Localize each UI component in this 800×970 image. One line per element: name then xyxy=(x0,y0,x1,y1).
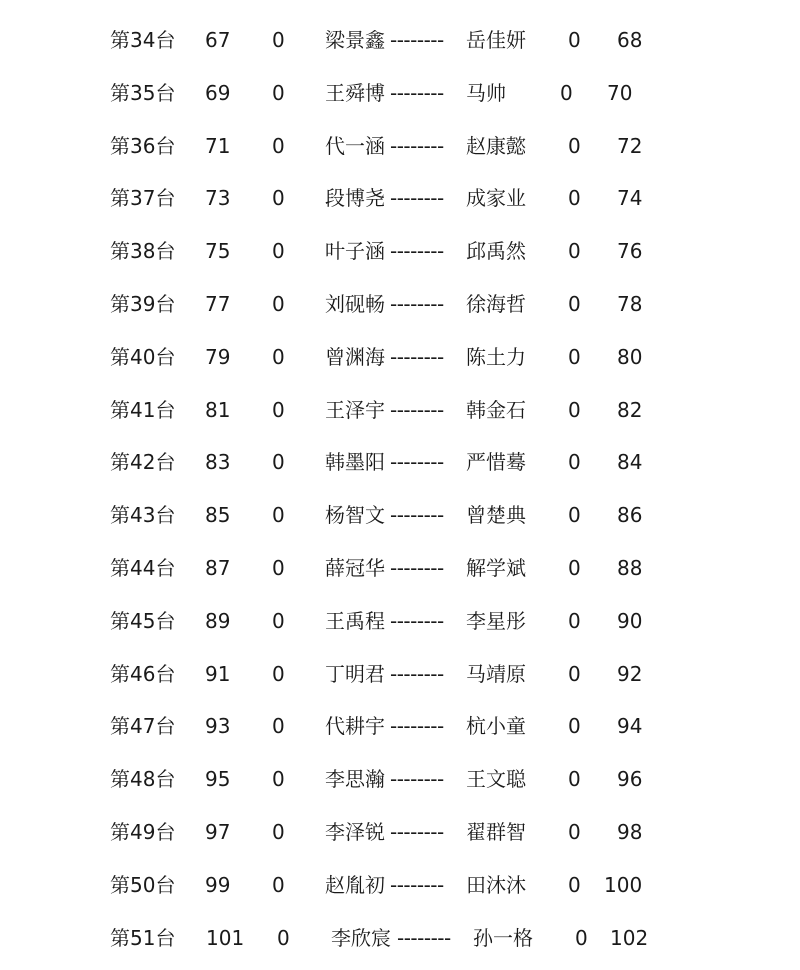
player2-score: 0 xyxy=(568,186,581,211)
player1-number: 95 xyxy=(205,767,231,792)
pairing-row xyxy=(0,384,800,437)
board-label: 第48台 xyxy=(110,767,176,792)
player1-name: 王舜博 xyxy=(325,80,385,105)
player2-score: 0 xyxy=(568,450,581,475)
player2-name: 李星彤 xyxy=(466,608,526,633)
player1-name: 李欣宸 xyxy=(331,925,391,950)
versus-separator: -------- xyxy=(390,133,444,158)
player2-name: 韩金石 xyxy=(466,397,526,422)
player2-score: 0 xyxy=(568,291,581,316)
board-label: 第46台 xyxy=(110,661,176,686)
versus-separator: -------- xyxy=(390,714,444,739)
player1-score: 0 xyxy=(272,133,285,158)
player2-number: 82 xyxy=(617,397,643,422)
player1-number: 97 xyxy=(205,819,231,844)
player1-number: 71 xyxy=(205,133,231,158)
player2-number: 90 xyxy=(617,608,643,633)
player2-name: 杭小童 xyxy=(466,714,526,739)
player2-score: 0 xyxy=(568,661,581,686)
player1-score: 0 xyxy=(272,291,285,316)
pairing-row xyxy=(0,700,800,753)
player1-score: 0 xyxy=(272,450,285,475)
player1-name: 曾渊海 xyxy=(325,344,385,369)
player1-number: 83 xyxy=(205,450,231,475)
player1-number: 69 xyxy=(205,80,231,105)
board-label: 第35台 xyxy=(110,80,176,105)
player2-name: 成家业 xyxy=(466,186,526,211)
player1-name: 段博尧 xyxy=(325,186,385,211)
player2-name: 田沐沐 xyxy=(466,872,526,897)
board-label: 第37台 xyxy=(110,186,176,211)
versus-separator: -------- xyxy=(390,28,444,52)
pairing-row xyxy=(0,542,800,595)
board-label: 第42台 xyxy=(110,450,176,475)
board-label: 第45台 xyxy=(110,608,176,633)
player2-score: 0 xyxy=(568,28,581,52)
player1-number: 81 xyxy=(205,397,231,422)
player1-name: 杨智文 xyxy=(325,503,385,528)
board-label: 第38台 xyxy=(110,239,176,264)
versus-separator: -------- xyxy=(390,186,444,211)
player1-number: 73 xyxy=(205,186,231,211)
pairing-row xyxy=(0,859,800,912)
board-label: 第39台 xyxy=(110,291,176,316)
player1-score: 0 xyxy=(272,608,285,633)
player1-score: 0 xyxy=(272,819,285,844)
pairing-row xyxy=(0,120,800,173)
player2-number: 100 xyxy=(604,872,643,897)
pairing-row xyxy=(0,753,800,806)
player2-score: 0 xyxy=(568,503,581,528)
pairing-row xyxy=(0,436,800,489)
player2-number: 92 xyxy=(617,661,643,686)
player2-name: 陈土力 xyxy=(466,344,526,369)
player1-score: 0 xyxy=(272,80,285,105)
player1-score: 0 xyxy=(272,503,285,528)
player1-name: 代耕宇 xyxy=(325,714,385,739)
player2-score: 0 xyxy=(568,555,581,580)
player2-score: 0 xyxy=(568,819,581,844)
player2-name: 王文聪 xyxy=(466,767,526,792)
player2-number: 98 xyxy=(617,819,643,844)
player1-name: 薛冠华 xyxy=(325,555,385,580)
player1-name: 李思瀚 xyxy=(325,767,385,792)
pairing-row xyxy=(0,912,800,965)
pairing-row xyxy=(0,648,800,701)
pairing-row xyxy=(0,595,800,648)
player2-score: 0 xyxy=(560,80,573,105)
player1-name: 李泽锐 xyxy=(325,819,385,844)
board-label: 第49台 xyxy=(110,819,176,844)
pairing-row xyxy=(0,225,800,278)
board-label: 第41台 xyxy=(110,397,176,422)
player1-name: 王禹程 xyxy=(325,608,385,633)
versus-separator: -------- xyxy=(390,503,444,528)
player2-name: 孙一格 xyxy=(473,925,533,950)
player2-number: 84 xyxy=(617,450,643,475)
player1-number: 101 xyxy=(206,925,245,950)
pairing-row xyxy=(0,14,800,67)
player1-number: 87 xyxy=(205,555,231,580)
player2-number: 96 xyxy=(617,767,643,792)
player1-name: 赵胤初 xyxy=(325,872,385,897)
versus-separator: -------- xyxy=(390,661,444,686)
player1-score: 0 xyxy=(272,767,285,792)
pairing-row xyxy=(0,67,800,120)
player2-number: 88 xyxy=(617,555,643,580)
player2-score: 0 xyxy=(568,344,581,369)
board-label: 第51台 xyxy=(110,925,176,950)
player2-score: 0 xyxy=(568,133,581,158)
player1-number: 93 xyxy=(205,714,231,739)
pairing-row xyxy=(0,172,800,225)
versus-separator: -------- xyxy=(390,80,444,105)
player1-score: 0 xyxy=(272,555,285,580)
player2-name: 马靖原 xyxy=(466,661,526,686)
player1-score: 0 xyxy=(272,186,285,211)
board-label: 第44台 xyxy=(110,555,176,580)
player1-number: 75 xyxy=(205,239,231,264)
player2-number: 86 xyxy=(617,503,643,528)
player1-score: 0 xyxy=(277,925,290,950)
player1-name: 王泽宇 xyxy=(325,397,385,422)
board-label: 第50台 xyxy=(110,872,176,897)
player2-score: 0 xyxy=(568,608,581,633)
player2-number: 68 xyxy=(617,28,643,52)
player2-name: 解学斌 xyxy=(466,555,526,580)
player2-number: 74 xyxy=(617,186,643,211)
player2-name: 严惜蓦 xyxy=(466,450,526,475)
pairing-list xyxy=(0,14,800,964)
player1-name: 刘砚畅 xyxy=(325,291,385,316)
player2-number: 80 xyxy=(617,344,643,369)
player1-score: 0 xyxy=(272,28,285,52)
player1-score: 0 xyxy=(272,397,285,422)
board-label: 第34台 xyxy=(110,28,176,52)
board-label: 第47台 xyxy=(110,714,176,739)
player1-number: 89 xyxy=(205,608,231,633)
versus-separator: -------- xyxy=(390,239,444,264)
player2-name: 徐海哲 xyxy=(466,291,526,316)
board-label: 第40台 xyxy=(110,344,176,369)
player1-name: 代一涵 xyxy=(325,133,385,158)
player1-score: 0 xyxy=(272,872,285,897)
player2-number: 94 xyxy=(617,714,643,739)
player2-number: 102 xyxy=(610,925,649,950)
versus-separator: -------- xyxy=(390,767,444,792)
player2-score: 0 xyxy=(568,714,581,739)
pairing-row xyxy=(0,331,800,384)
versus-separator: -------- xyxy=(390,872,444,897)
player2-number: 72 xyxy=(617,133,643,158)
player2-score: 0 xyxy=(568,767,581,792)
player2-score: 0 xyxy=(568,397,581,422)
player1-name: 丁明君 xyxy=(325,661,385,686)
player2-score: 0 xyxy=(575,925,588,950)
versus-separator: -------- xyxy=(390,608,444,633)
versus-separator: -------- xyxy=(390,291,444,316)
player2-score: 0 xyxy=(568,239,581,264)
versus-separator: -------- xyxy=(390,819,444,844)
player2-name: 岳佳妍 xyxy=(466,28,526,52)
player1-score: 0 xyxy=(272,714,285,739)
player2-name: 赵康懿 xyxy=(466,133,526,158)
versus-separator: -------- xyxy=(390,344,444,369)
player2-score: 0 xyxy=(568,872,581,897)
player1-number: 85 xyxy=(205,503,231,528)
player1-score: 0 xyxy=(272,239,285,264)
versus-separator: -------- xyxy=(390,397,444,422)
player1-number: 99 xyxy=(205,872,231,897)
versus-separator: -------- xyxy=(397,925,451,950)
player1-number: 67 xyxy=(205,28,231,52)
versus-separator: -------- xyxy=(390,450,444,475)
pairing-row xyxy=(0,278,800,331)
player1-number: 91 xyxy=(205,661,231,686)
player2-number: 76 xyxy=(617,239,643,264)
board-label: 第43台 xyxy=(110,503,176,528)
player1-score: 0 xyxy=(272,344,285,369)
pairing-row xyxy=(0,806,800,859)
player1-number: 77 xyxy=(205,291,231,316)
player2-name: 翟群智 xyxy=(466,819,526,844)
player2-number: 70 xyxy=(607,80,633,105)
player1-name: 韩墨阳 xyxy=(325,450,385,475)
board-label: 第36台 xyxy=(110,133,176,158)
pairing-row xyxy=(0,489,800,542)
player1-number: 79 xyxy=(205,344,231,369)
player1-score: 0 xyxy=(272,661,285,686)
versus-separator: -------- xyxy=(390,555,444,580)
player1-name: 叶子涵 xyxy=(325,239,385,264)
player2-name: 马帅 xyxy=(466,80,506,105)
player1-name: 梁景鑫 xyxy=(325,28,385,52)
player2-number: 78 xyxy=(617,291,643,316)
player2-name: 曾楚典 xyxy=(466,503,526,528)
player2-name: 邱禹然 xyxy=(466,239,526,264)
